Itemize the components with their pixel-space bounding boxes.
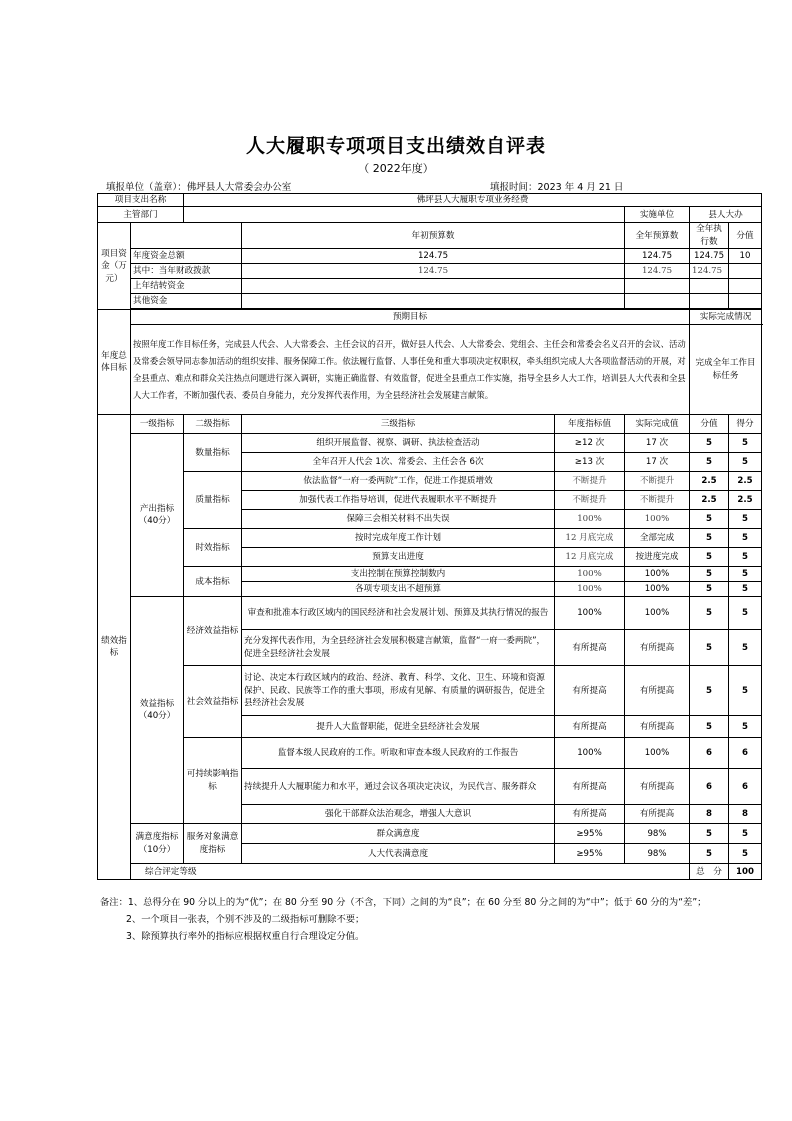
row-score: 8 — [690, 805, 729, 824]
h-actual: 实际完成值 — [625, 415, 690, 434]
row-actual: 17 次 — [625, 434, 690, 453]
row-score: 5 — [690, 582, 729, 597]
goal-actual: 完成全年工作目标任务 — [690, 325, 762, 415]
project-name: 佛坪县人大履职专项业务经费 — [184, 194, 762, 207]
row-got: 5 — [729, 844, 762, 864]
total-budget: 124.75 — [242, 249, 625, 264]
row-actual: 按进度完成 — [625, 548, 690, 567]
row-name: 依法监督“一府一委两院”工作，促进工作提质增效 — [242, 472, 555, 491]
row-got: 5 — [729, 453, 762, 472]
row-name: 持续提升人大履职能力和水平，通过会议各项决定决议，为民代言、服务群众 — [242, 769, 555, 805]
row-target: 100% — [555, 738, 625, 769]
h-level3: 三级指标 — [242, 415, 555, 434]
row-actual: 不断提升 — [625, 491, 690, 510]
row-score: 5 — [690, 529, 729, 548]
row-got: 5 — [729, 597, 762, 630]
row-actual: 100% — [625, 510, 690, 529]
total-label: 年度资金总额 — [131, 249, 242, 264]
row-name: 支出控制在预算控制数内 — [242, 567, 555, 582]
actual-header: 实际完成情况 — [690, 310, 762, 325]
funds-other-row — [98, 294, 762, 309]
h-score: 分值 — [690, 415, 729, 434]
row-got: 5 — [729, 630, 762, 666]
row-target: ≥13 次 — [555, 453, 625, 472]
row-got: 5 — [729, 510, 762, 529]
qty-indicator: 数量指标 — [184, 434, 242, 472]
benefit-indicator: 效益指标（40分） — [131, 597, 184, 824]
table-row — [98, 434, 762, 453]
performance-table — [97, 193, 762, 880]
row-got: 8 — [729, 805, 762, 824]
perf-side-label: 绩效指标 — [98, 415, 131, 880]
row-name: 按时完成年度工作计划 — [242, 529, 555, 548]
note-line: 备注：1、总得分在 90 分以上的为“优”；在 80 分至 90 分（不含，下同）之间的为“良”；在 60 分至 80 分之间的为“中”；低于 60 分的为“差”； — [100, 897, 707, 908]
carry-full — [625, 279, 690, 294]
row-score: 5 — [690, 597, 729, 630]
row-actual: 有所提高 — [625, 666, 690, 716]
row-name: 强化干部群众法治观念，增强人大意识 — [242, 805, 555, 824]
row-name: 充分发挥代表作用，为全县经济社会发展积极建言献策，监督“一府一委两院”，促进全县经济社会发展 — [242, 630, 555, 666]
cost-indicator: 成本指标 — [184, 567, 242, 597]
econ-indicator: 经济效益指标 — [184, 597, 242, 666]
row-score: 5 — [690, 434, 729, 453]
row-target: 不断提升 — [555, 472, 625, 491]
row-score: 5 — [690, 630, 729, 666]
total-label: 总 分 — [690, 864, 729, 880]
row-target: 不断提升 — [555, 491, 625, 510]
funds-blank — [131, 223, 242, 249]
row-target: 有所提高 — [555, 716, 625, 738]
fill-unit: 填报单位（盖章）：佛坪县人大常委会办公室 — [106, 182, 292, 193]
row-name: 组织开展监督、视察、调研、执法检查活动 — [242, 434, 555, 453]
funds-side-label: 项目资金（万元） — [98, 223, 131, 310]
row-target: 12 月底完成 — [555, 548, 625, 567]
row-score: 5 — [690, 666, 729, 716]
dept-label: 主管部门 — [98, 207, 184, 223]
table-row — [98, 529, 762, 548]
row-name: 全年召开人代会 1次、常委会、主任会各 6次 — [242, 453, 555, 472]
row-got: 2.5 — [729, 491, 762, 510]
row-target: 100% — [555, 567, 625, 582]
row-name: 讨论、决定本行政区域内的政治、经济、教育、科学、文化、卫生、环境和资源保护、民政、民族等工作的重大事项，形成有见解、有质量的调研报告，促进全县经济社会发展 — [242, 666, 555, 716]
funds-header-row — [98, 223, 762, 249]
other-label: 其他资金 — [131, 294, 242, 309]
h-level2: 二级指标 — [184, 415, 242, 434]
table-row — [98, 597, 762, 630]
row-name: 监督本级人民政府的工作。听取和审查本级人民政府的工作报告 — [242, 738, 555, 769]
row-score: 5 — [690, 824, 729, 844]
goal-text-row — [98, 325, 762, 415]
funds-total-row — [98, 249, 762, 264]
total-score: 10 — [729, 249, 762, 264]
table-row — [98, 666, 762, 716]
impl-value: 县人大办 — [690, 207, 762, 223]
notes — [100, 894, 706, 945]
fin-score — [729, 264, 762, 279]
row-actual: 100% — [625, 738, 690, 769]
row-score: 5 — [690, 844, 729, 864]
h-level1: 一级指标 — [131, 415, 184, 434]
row-actual: 全部完成 — [625, 529, 690, 548]
row-actual: 有所提高 — [625, 630, 690, 666]
table-row — [98, 472, 762, 491]
row-score: 5 — [690, 510, 729, 529]
note-line: 2、一个项目一张表，个别不涉及的二级指标可删除不要； — [126, 914, 365, 925]
project-name-label: 项目支出名称 — [98, 194, 184, 207]
row-target: 有所提高 — [555, 666, 625, 716]
row-target: 有所提高 — [555, 630, 625, 666]
qual-indicator: 质量指标 — [184, 472, 242, 529]
row-got: 5 — [729, 529, 762, 548]
row-actual: 98% — [625, 844, 690, 864]
row-score: 2.5 — [690, 472, 729, 491]
impl-label: 实施单位 — [625, 207, 690, 223]
row-score: 6 — [690, 769, 729, 805]
row-score: 5 — [690, 453, 729, 472]
carry-score — [729, 279, 762, 294]
service-indicator: 服务对象满意度指标 — [184, 824, 242, 864]
row-target: 100% — [555, 597, 625, 630]
row-got: 5 — [729, 824, 762, 844]
row-target: 有所提高 — [555, 769, 625, 805]
sustain-indicator: 可持续影响指标 — [184, 738, 242, 824]
fin-budget: 124.75 — [242, 264, 625, 279]
funds-fin-row — [98, 264, 762, 279]
total-score: 100 — [729, 864, 762, 880]
goal-side-label: 年度总体目标 — [98, 310, 131, 415]
report-year: （ 2022年度） — [358, 162, 434, 175]
row-target: 100% — [555, 510, 625, 529]
row-target: 12 月底完成 — [555, 529, 625, 548]
total-full: 124.75 — [625, 249, 690, 264]
row-actual: 100% — [625, 597, 690, 630]
row-got: 6 — [729, 738, 762, 769]
row-got: 2.5 — [729, 472, 762, 491]
row-score: 5 — [690, 548, 729, 567]
row-actual: 不断提升 — [625, 472, 690, 491]
row-score: 6 — [690, 738, 729, 769]
carry-budget — [242, 279, 625, 294]
score-header: 分值 — [729, 223, 762, 249]
table-row — [98, 824, 762, 844]
table-row — [98, 567, 762, 582]
row-got: 5 — [729, 582, 762, 597]
row-name: 审查和批准本行政区域内的国民经济和社会发展计划、预算及其执行情况的报告 — [242, 597, 555, 630]
h-target: 年度指标值 — [555, 415, 625, 434]
page-title: 人大履职专项项目支出绩效自评表 — [245, 135, 546, 157]
goal-header-row — [98, 310, 762, 325]
row-name: 加强代表工作指导培训，促进代表履职水平不断提升 — [242, 491, 555, 510]
other-score — [729, 294, 762, 309]
project-name-row — [98, 194, 762, 207]
row-name: 预算支出进度 — [242, 548, 555, 567]
table-row — [98, 738, 762, 769]
summary-row — [98, 864, 762, 880]
row-actual: 有所提高 — [625, 716, 690, 738]
goal-text: 按照年度工作目标任务，完成县人代会、人大常委会、主任会议的召开，做好县人代会、人大常委会、党组会、主任会和常委会名义召开的会议、活动及常委会领导同志参加活动的组织安排、服务保障工作。依法履行监督、人事任免和重大事项决定权职权，牵头组织完成人大各项监督活动的开展，对全县重点、难点和群众关注热点问题进行深入调研，实施正确监督、有效监督，促进全县重点工作实施，指导全县乡人大工作，培训县人大代表和全县人大工作者，不断加强代表、委员自身能力，充分发挥代表作用，为全县经济社会发展建言献策。 — [131, 325, 690, 415]
row-got: 5 — [729, 548, 762, 567]
row-score: 5 — [690, 567, 729, 582]
social-indicator: 社会效益指标 — [184, 666, 242, 738]
row-got: 5 — [729, 716, 762, 738]
other-full — [625, 294, 690, 309]
row-name: 各项专项支出不超预算 — [242, 582, 555, 597]
fill-time: 填报时间：2023 年 4 月 21 日 — [490, 182, 624, 193]
fin-label: 其中：当年财政拨款 — [131, 264, 242, 279]
row-got: 6 — [729, 769, 762, 805]
row-target: ≥95% — [555, 844, 625, 864]
row-got: 5 — [729, 567, 762, 582]
note-line: 3、除预算执行率外的指标应根据权重自行合理设定分值。 — [126, 931, 365, 942]
row-score: 2.5 — [690, 491, 729, 510]
row-name: 保障三会相关材料不出失误 — [242, 510, 555, 529]
funds-carry-row — [98, 279, 762, 294]
row-name: 提升人大监督职能，促进全县经济社会发展 — [242, 716, 555, 738]
row-actual: 100% — [625, 567, 690, 582]
carry-label: 上年结转资金 — [131, 279, 242, 294]
carry-exec — [690, 279, 729, 294]
row-target: 100% — [555, 582, 625, 597]
summary-label: 综合评定等级 — [131, 864, 690, 880]
row-actual: 98% — [625, 824, 690, 844]
expected-header: 预期目标 — [131, 310, 690, 325]
exec-header: 全年执行数 — [690, 223, 729, 249]
total-exec: 124.75 — [690, 249, 729, 264]
row-actual: 有所提高 — [625, 769, 690, 805]
row-actual: 17 次 — [625, 453, 690, 472]
budget-header: 年初预算数 — [242, 223, 625, 249]
row-name: 群众满意度 — [242, 824, 555, 844]
row-name: 人大代表满意度 — [242, 844, 555, 864]
output-indicator: 产出指标（40分） — [131, 434, 184, 597]
row-got: 5 — [729, 666, 762, 716]
row-target: ≥12 次 — [555, 434, 625, 453]
row-actual: 有所提高 — [625, 805, 690, 824]
other-budget — [242, 294, 625, 309]
h-got: 得分 — [729, 415, 762, 434]
row-score: 5 — [690, 716, 729, 738]
dept-value — [184, 207, 625, 223]
row-got: 5 — [729, 434, 762, 453]
other-exec — [690, 294, 729, 309]
full-budget-header: 全年预算数 — [625, 223, 690, 249]
time-indicator: 时效指标 — [184, 529, 242, 567]
satis-indicator: 满意度指标（10分） — [131, 824, 184, 864]
row-target: ≥95% — [555, 824, 625, 844]
fin-full: 124.75 — [625, 264, 690, 279]
dept-row — [98, 207, 762, 223]
perf-header-row — [98, 415, 762, 434]
row-target: 有所提高 — [555, 805, 625, 824]
fin-exec: 124.75 — [690, 264, 729, 279]
row-actual: 100% — [625, 582, 690, 597]
